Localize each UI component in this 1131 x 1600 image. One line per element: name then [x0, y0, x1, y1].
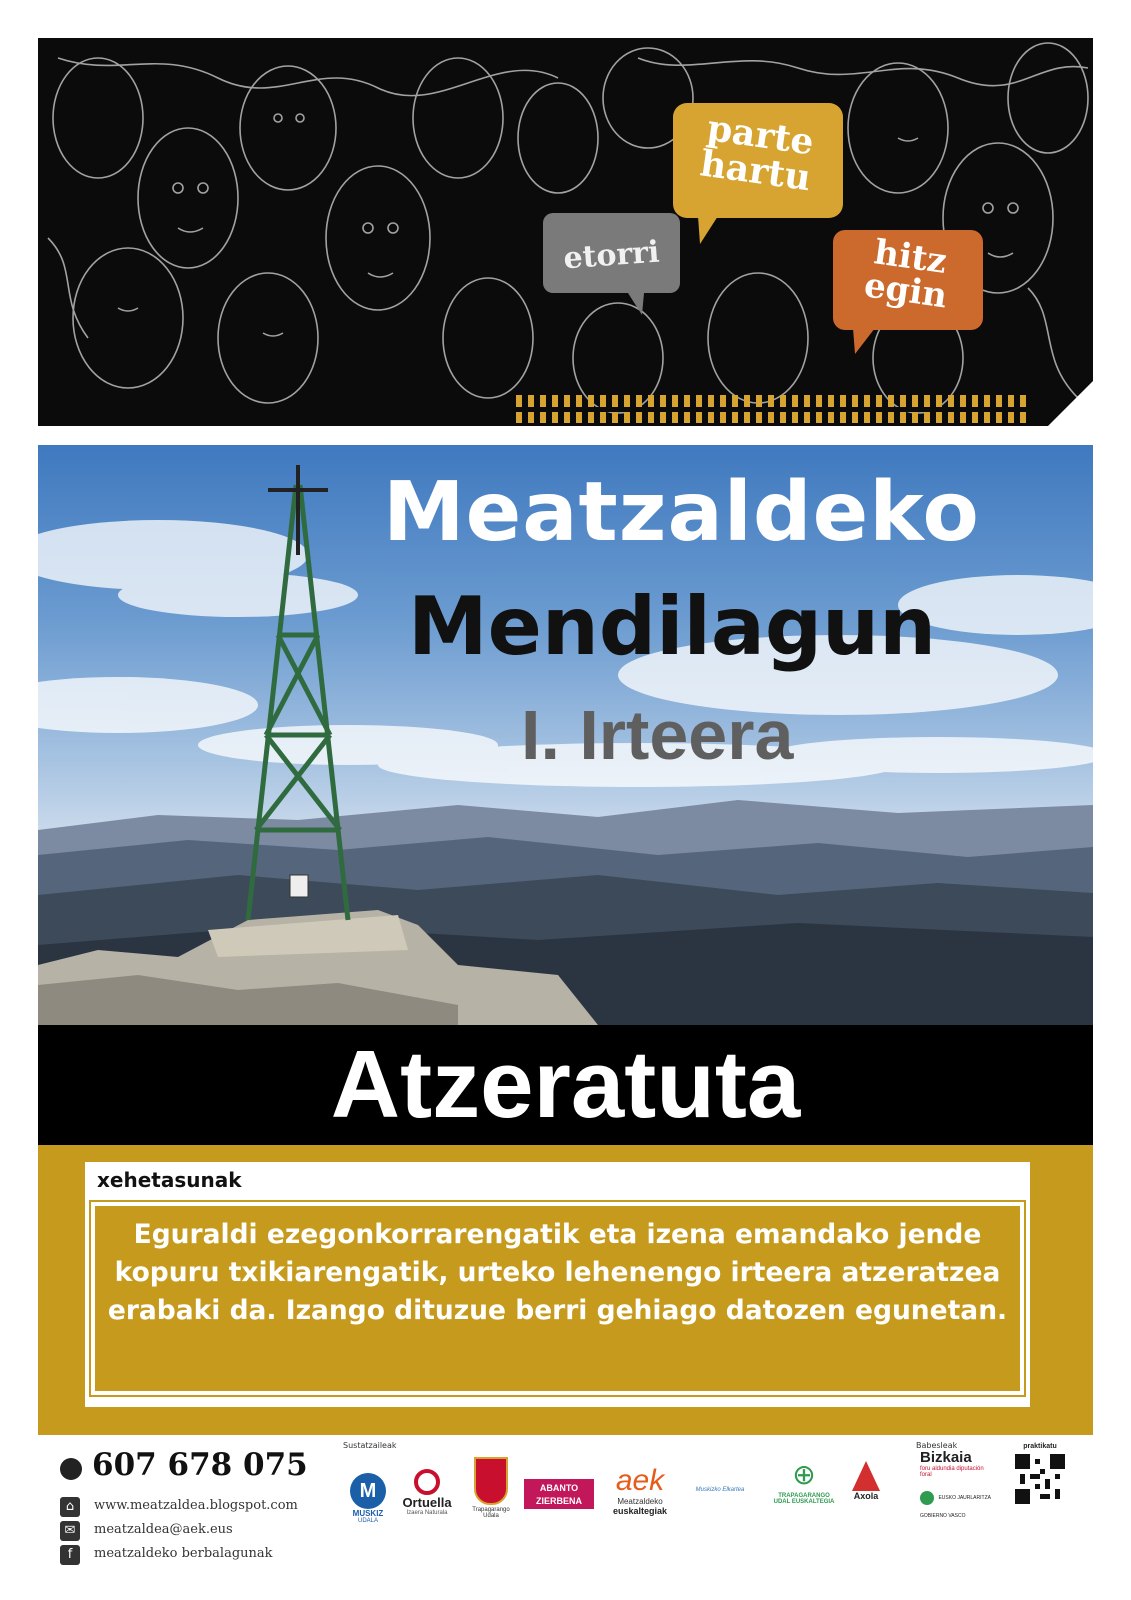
status-band	[38, 1025, 1093, 1145]
bubble-parte-text: parte hartu	[697, 106, 817, 200]
speech-bubble-hitz-egin	[833, 230, 983, 330]
bubble-etorri-text: etorri	[562, 234, 661, 277]
phone-number: 607 678 075	[92, 1447, 308, 1483]
details-section	[38, 1145, 1093, 1435]
muskiz-icon: M	[350, 1473, 386, 1509]
logo-axola	[846, 1461, 886, 1501]
logo-praktikatu	[1010, 1443, 1070, 1504]
blog-link[interactable]: www.meatzaldea.blogspot.com	[94, 1498, 298, 1513]
logo-bizkaia	[920, 1449, 996, 1478]
trapagarango-label: Trapagarango Udala	[472, 1507, 510, 1519]
speech-bubble-parte-hartu	[673, 103, 843, 218]
bubble-tail	[698, 216, 718, 244]
header-banner	[38, 38, 1093, 426]
title-line-3: I. Irteera	[521, 696, 794, 774]
facebook-link[interactable]: meatzaldeko berbalagunak	[94, 1546, 273, 1561]
details-body	[91, 1202, 1024, 1395]
title-line-1: Meatzaldeko	[383, 465, 980, 560]
bizkaia-sub: foru aldundia diputación foral	[920, 1466, 984, 1478]
axola-icon	[852, 1461, 880, 1491]
eusko-label: EUSKO JAURLARITZA GOBIERNO VASCO	[920, 1494, 991, 1519]
sponsors-label: Babesleak	[916, 1441, 958, 1450]
ortuella-label: Ortuella	[402, 1495, 452, 1510]
abanto-label: ABANTO ZIERBENA	[535, 1483, 582, 1506]
trapagarango-elk-label: TRAPAGARANGO UDAL EUSKALTEGIA	[773, 1493, 835, 1505]
bizkaia-label: Bizkaia	[920, 1449, 972, 1466]
muskiz-elkartea-label: Muskizko Elkartea	[695, 1487, 745, 1493]
eusko-icon	[920, 1491, 934, 1505]
logo-aek	[604, 1465, 676, 1516]
aek-label: aek	[615, 1464, 665, 1497]
euskaltegia-icon: ⊕	[792, 1459, 816, 1490]
blog-icon: ⌂	[60, 1497, 80, 1517]
title-line-2: Mendilagun	[408, 580, 937, 673]
speech-bubble-etorri	[543, 213, 680, 293]
whatsapp-icon	[60, 1458, 82, 1480]
logo-trapagarango	[466, 1457, 516, 1519]
logo-muskiz-elkartea	[678, 1487, 762, 1493]
promoters-label: Sustatzaileak	[343, 1441, 397, 1450]
aek-sub2: euskaltegiak	[612, 1506, 668, 1516]
logo-ortuella	[396, 1469, 458, 1516]
muskiz-label: MUSKIZ	[352, 1509, 384, 1518]
ortuella-icon	[414, 1469, 440, 1495]
bubble-tail	[853, 328, 875, 354]
mountain-photo	[38, 445, 1093, 1025]
logo-trapagarango-euskaltegia	[770, 1457, 838, 1505]
bubble-hitz-text: hitz egin	[861, 232, 950, 317]
facebook-icon: f	[60, 1545, 80, 1565]
details-label: xehetasunak	[97, 1168, 242, 1192]
aek-sub1: Meatzaldeko	[617, 1497, 663, 1506]
email-icon: ✉	[60, 1521, 80, 1541]
muskiz-sub: UDALA	[357, 1518, 378, 1524]
email-link[interactable]: meatzaldea@aek.eus	[94, 1522, 233, 1537]
ortuella-sub: Izaera Naturala	[406, 1510, 448, 1516]
bubble-tail	[628, 293, 644, 315]
axola-label: Axola	[853, 1491, 879, 1501]
details-text: Eguraldi ezegonkorrarengatik eta izena emandako jende kopuru txikiarengatik, urteko lehenengo irteera atzeratzea erabaki da. Izango dituzue berri gehiago datozen egunetan.	[107, 1219, 1008, 1326]
footer	[38, 1435, 1093, 1585]
qr-code-icon	[1015, 1454, 1065, 1504]
coat-of-arms-icon	[474, 1457, 508, 1505]
corner-cut	[1048, 381, 1093, 426]
logo-abanto	[524, 1479, 594, 1509]
tick-bar	[516, 395, 1036, 423]
details-box	[85, 1162, 1030, 1407]
praktikatu-label: praktikatu	[1023, 1443, 1057, 1450]
logo-eusko-jaurlaritza	[920, 1489, 1000, 1525]
logo-muskiz	[346, 1473, 390, 1524]
status-text: Atzeratuta	[330, 1031, 801, 1138]
